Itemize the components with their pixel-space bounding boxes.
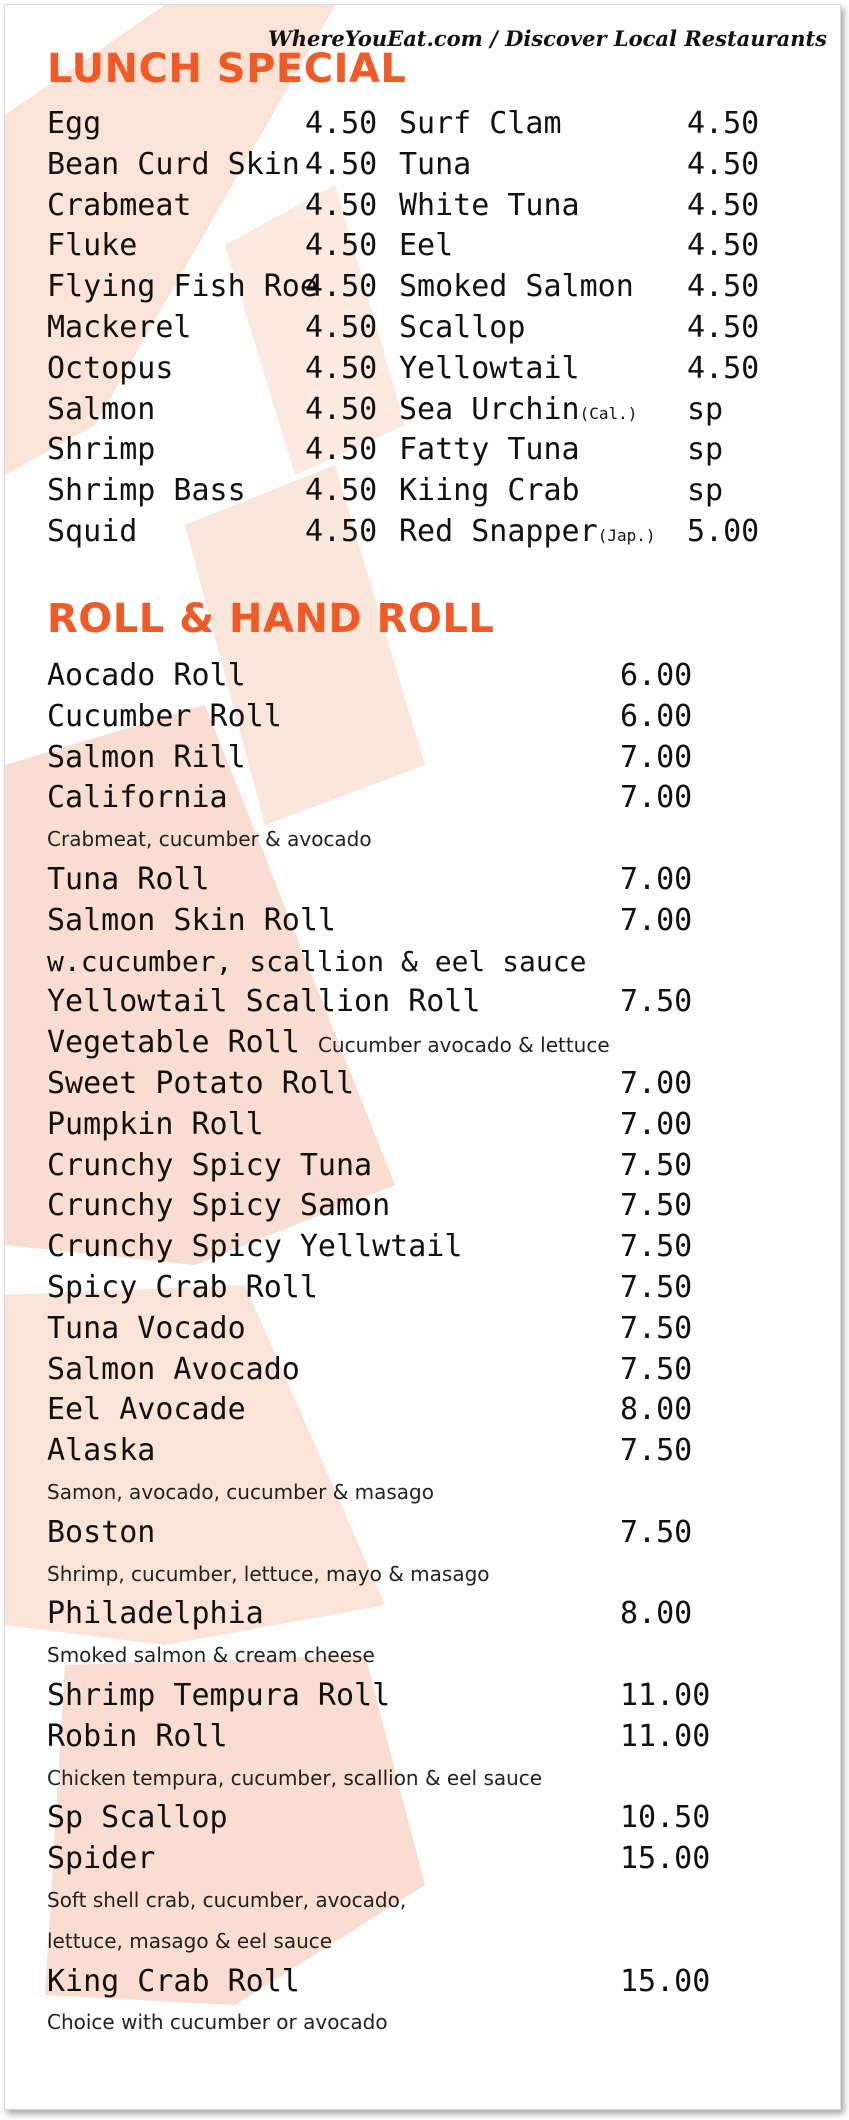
list-item [47, 186, 767, 227]
item-name: Bean Curd Skin [47, 146, 300, 182]
item-price: 6.00 [620, 698, 693, 734]
item-price: 4.50 [687, 269, 760, 305]
list-item [47, 308, 767, 349]
item-price: 4.50 [687, 187, 760, 223]
item-price: 4.50 [305, 350, 378, 386]
item-price: 4.50 [687, 350, 760, 386]
item-name: Red Snapper(Jap.) [399, 513, 656, 549]
item-description: Samon, avocado, cucumber & masago [47, 1479, 434, 1504]
item-name: Smoked Salmon [399, 269, 634, 305]
item-name-text: Vegetable Roll [47, 1025, 300, 1061]
item-name-text: Salmon Skin Roll [47, 902, 336, 938]
item-name: Surf Clam [399, 106, 562, 141]
list-item [47, 1676, 787, 1717]
item-name: Fluke [47, 228, 138, 264]
item-price: 4.50 [687, 228, 760, 264]
item-name [47, 1227, 462, 1267]
item-name-text: Shrimp Tempura Roll [47, 1677, 391, 1713]
item-name: Shrimp [47, 432, 156, 468]
item-description: Choice with cucumber or avocado [47, 2010, 388, 2035]
item-price: 4.50 [305, 269, 378, 305]
list-item [47, 697, 787, 738]
item-price: sp [687, 473, 724, 509]
item-price: 10.50 [620, 1800, 711, 1836]
list-item [47, 1839, 787, 1880]
item-name [47, 1676, 390, 1716]
item-name [47, 1186, 390, 1226]
list-item [47, 349, 767, 390]
item-name: Flying Fish Roe [47, 269, 318, 305]
item-name-text: Philadelphia [47, 1596, 264, 1632]
list-item [47, 1186, 787, 1227]
item-price: 4.50 [305, 391, 378, 427]
item-description: Smoked salmon & cream cheese [47, 1643, 375, 1668]
list-item [47, 267, 767, 308]
item-name-text: King Crab Roll [47, 1963, 300, 1999]
item-price: 4.50 [305, 432, 378, 468]
item-name [47, 738, 246, 778]
list-item [47, 145, 767, 186]
item-note: (Cal.) [579, 403, 638, 423]
item-description: lettuce, masago & eel sauce [47, 1928, 333, 1953]
item-price: sp [687, 432, 724, 468]
list-item [47, 982, 787, 1023]
item-name [47, 1268, 318, 1308]
item-name [47, 656, 246, 696]
item-name [47, 1350, 300, 1390]
item-name [47, 1717, 228, 1757]
item-name: Egg [47, 106, 102, 141]
item-name: Kiing Crab [399, 473, 580, 509]
item-name-text: Tuna Roll [47, 861, 210, 897]
roll-list [47, 656, 787, 2043]
item-name-text: Sweet Potato Roll [47, 1065, 355, 1101]
list-item [47, 430, 767, 471]
item-price: 7.50 [620, 1269, 693, 1305]
list-item [47, 1105, 787, 1146]
list-item [47, 1513, 787, 1554]
item-price: 11.00 [620, 1718, 711, 1754]
item-price: 7.50 [620, 1188, 693, 1224]
item-price: 4.50 [305, 187, 378, 223]
item-name: Yellowtail [399, 350, 580, 386]
item-name: Octopus [47, 350, 174, 386]
list-item [47, 1064, 787, 1105]
item-description: w.cucumber, scallion & eel sauce [47, 944, 587, 978]
list-item [47, 1798, 787, 1839]
list-item [47, 901, 787, 942]
roll-section-title: ROLL & HAND ROLL [47, 596, 495, 642]
item-name [47, 1023, 610, 1065]
item-name-text: Aocado Roll [47, 658, 246, 693]
item-description: Soft shell crab, cucumber, avocado, [47, 1887, 407, 1912]
item-price: 7.50 [620, 984, 693, 1020]
item-price: 7.50 [620, 1351, 693, 1387]
item-name-text: Cucumber Roll [47, 698, 282, 734]
item-name: Mackerel [47, 309, 192, 345]
item-price: 8.00 [620, 1596, 693, 1632]
item-name: Fatty Tuna [399, 432, 580, 468]
item-price: 7.00 [620, 780, 693, 816]
list-item [47, 1350, 787, 1391]
item-name-text: Spider [47, 1841, 156, 1877]
item-name [47, 901, 336, 941]
item-name-text: Boston [47, 1514, 156, 1550]
item-name [47, 1798, 228, 1838]
item-price: 11.00 [620, 1677, 711, 1713]
item-price: 7.50 [620, 1514, 693, 1550]
list-item [47, 390, 767, 431]
item-price: 4.50 [305, 228, 378, 264]
item-price: 7.00 [620, 1106, 693, 1142]
item-price: 7.50 [620, 1229, 693, 1265]
item-note: Cucumber avocado & lettuce [317, 1033, 610, 1058]
item-price: 4.50 [305, 106, 378, 141]
item-price: 15.00 [620, 1841, 711, 1877]
list-item [47, 226, 767, 267]
item-price: 7.50 [620, 1310, 693, 1346]
item-name [47, 1309, 246, 1349]
lunch-special-title: LUNCH SPECIAL [47, 46, 407, 92]
item-note: (Jap.) [597, 525, 656, 545]
item-name [47, 1839, 155, 1879]
item-name [47, 1390, 246, 1430]
item-name [47, 1105, 264, 1145]
item-name-text: Eel Avocade [47, 1392, 246, 1428]
item-price: 4.50 [687, 106, 760, 141]
item-price: 7.50 [620, 1433, 693, 1469]
item-name-text: Yellowtail Scallion Roll [47, 984, 481, 1020]
item-name [47, 982, 480, 1022]
item-name-text: California [47, 780, 228, 816]
list-item [47, 1309, 787, 1350]
list-item [47, 1227, 787, 1268]
list-item [47, 1390, 787, 1431]
item-name-text: Sp Scallop [47, 1800, 228, 1836]
item-name: Crabmeat [47, 187, 192, 223]
lunch-special-list [47, 104, 767, 553]
item-name: Shrimp Bass [47, 473, 246, 509]
item-name-text: Crunchy Spicy Samon [47, 1188, 391, 1224]
item-name: Sea Urchin(Cal.) [399, 391, 638, 427]
item-name-text: Alaska [47, 1433, 156, 1469]
item-price: 4.50 [687, 309, 760, 345]
item-name: Tuna [399, 146, 472, 182]
item-price: 5.00 [687, 513, 760, 549]
list-item [47, 1717, 787, 1758]
item-name [47, 778, 228, 818]
item-price: 4.50 [305, 146, 378, 182]
list-item [47, 1023, 787, 1064]
item-price: 8.00 [620, 1392, 693, 1428]
item-name [47, 1513, 155, 1553]
list-item [47, 1431, 787, 1472]
item-price: 7.00 [620, 861, 693, 897]
item-name [47, 1146, 372, 1186]
item-name-text: Crunchy Spicy Tuna [47, 1147, 373, 1183]
item-name: Squid [47, 513, 138, 549]
item-description: Shrimp, cucumber, lettuce, mayo & masago [47, 1561, 490, 1586]
item-price: sp [687, 391, 724, 427]
item-name [47, 1431, 155, 1471]
list-item [47, 1268, 787, 1309]
item-price: 7.00 [620, 1065, 693, 1101]
item-name: White Tuna [399, 187, 580, 223]
item-name-text: Robin Roll [47, 1718, 228, 1754]
item-price: 4.50 [305, 309, 378, 345]
item-name-text: Salmon Avocado [47, 1351, 300, 1387]
item-price: 4.50 [305, 513, 378, 549]
list-item [47, 104, 767, 145]
item-name-text: Tuna Vocado [47, 1310, 246, 1346]
list-item [47, 656, 787, 697]
item-name [47, 1594, 264, 1634]
item-name-text: Crunchy Spicy Yellwtail [47, 1229, 463, 1265]
list-item [47, 1594, 787, 1635]
item-description: Crabmeat, cucumber & avocado [47, 827, 372, 852]
item-name [47, 1064, 354, 1104]
item-price: 7.00 [620, 902, 693, 938]
item-name: Salmon [47, 391, 156, 427]
item-name [47, 697, 282, 737]
list-item [47, 860, 787, 901]
item-name: Eel [399, 228, 454, 264]
list-item [47, 778, 787, 819]
item-name-text: Spicy Crab Roll [47, 1269, 318, 1305]
item-name [47, 1962, 300, 2002]
item-name [47, 860, 210, 900]
item-name-text: Salmon Rill [47, 739, 246, 775]
item-price: 4.50 [687, 146, 760, 182]
item-price: 15.00 [620, 1963, 711, 1999]
item-price: 4.50 [305, 473, 378, 509]
site-banner: WhereYouEat.com / Discover Local Restaurants [268, 26, 827, 51]
item-price: 7.50 [620, 1147, 693, 1183]
item-price: 7.00 [620, 739, 693, 775]
list-item [47, 1146, 787, 1187]
list-item [47, 471, 767, 512]
list-item [47, 738, 787, 779]
item-price: 6.00 [620, 658, 693, 693]
item-name: Scallop [399, 309, 526, 345]
list-item [47, 1962, 787, 2003]
item-description: Chicken tempura, cucumber, scallion & eel sauce [47, 1765, 543, 1790]
list-item [47, 512, 767, 553]
item-name-text: Pumpkin Roll [47, 1106, 264, 1142]
